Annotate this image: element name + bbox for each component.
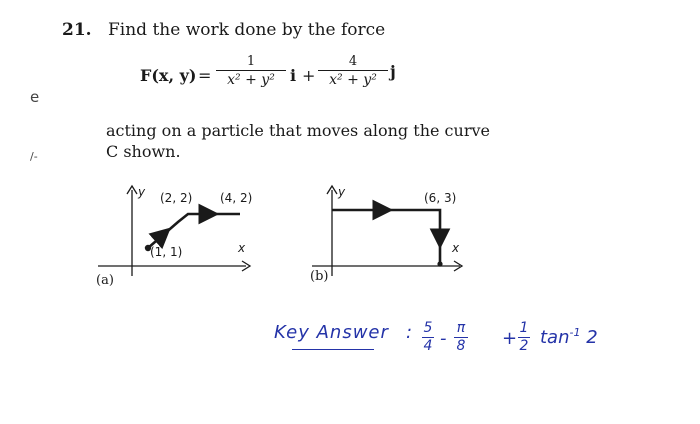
answer-fraction-3 bbox=[518, 322, 530, 353]
fig-b-curve bbox=[332, 210, 440, 266]
answer-f2-num: π bbox=[456, 320, 466, 336]
term2-fraction-bar bbox=[318, 70, 388, 71]
problem-body bbox=[106, 120, 490, 162]
term1-fraction bbox=[216, 54, 286, 88]
formula-plus: + bbox=[302, 66, 316, 85]
fig-a-label-mid: (2, 2) bbox=[160, 191, 193, 205]
fig-a-label-start: (1, 1) bbox=[150, 245, 183, 259]
answer-fraction-1 bbox=[422, 322, 434, 353]
fig-a-y-label: y bbox=[138, 185, 146, 199]
answer-tan-sup: -1 bbox=[569, 326, 581, 339]
term2-fraction bbox=[318, 54, 388, 88]
margin-mark-1: e bbox=[30, 88, 40, 106]
answer-fraction-2 bbox=[454, 322, 468, 353]
figures bbox=[88, 180, 488, 300]
answer-plus: + bbox=[502, 328, 518, 349]
problem-stem: Find the work done by the force bbox=[108, 20, 386, 40]
unit-vector-j: j bbox=[390, 62, 396, 81]
answer-minus: - bbox=[440, 328, 447, 349]
answer-tan bbox=[540, 326, 598, 348]
fig-a-label-end: (4, 2) bbox=[220, 191, 253, 205]
answer-tan-arg: 2 bbox=[586, 327, 598, 348]
fig-a-curve bbox=[148, 214, 240, 248]
term2-numerator: 4 bbox=[348, 54, 358, 69]
fig-a-label: (a) bbox=[96, 273, 114, 288]
answer-f3-num: 1 bbox=[519, 320, 529, 336]
force-formula bbox=[140, 52, 440, 102]
term2-denominator: x² + y² bbox=[329, 72, 377, 88]
answer-f3-den: 2 bbox=[519, 338, 529, 354]
key-answer-underline bbox=[292, 349, 374, 350]
key-answer-label: Key Answer bbox=[274, 322, 389, 343]
answer-f1-den: 4 bbox=[423, 338, 433, 354]
formula-equals: = bbox=[198, 66, 212, 85]
body-line-1: acting on a particle that moves along the curve bbox=[106, 121, 490, 140]
body-line-2: C shown. bbox=[106, 142, 181, 161]
term1-fraction-bar bbox=[216, 70, 286, 71]
fig-a-arrow-1 bbox=[158, 231, 167, 239]
answer-tan-fn: tan bbox=[540, 327, 570, 348]
fig-b-y-label: y bbox=[338, 185, 346, 199]
figure-a bbox=[96, 185, 252, 288]
fig-b-x-label: x bbox=[452, 241, 460, 255]
answer-colon: : bbox=[406, 322, 413, 343]
figure-b bbox=[310, 185, 462, 284]
term1-denominator: x² + y² bbox=[227, 72, 275, 88]
problem-number: 21. bbox=[62, 20, 92, 40]
answer-f2-den: 8 bbox=[456, 338, 466, 354]
fig-b-end-point bbox=[437, 261, 442, 266]
formula-lhs: F(x, y) bbox=[140, 66, 197, 85]
fig-a-x-label: x bbox=[238, 241, 246, 255]
term1-numerator: 1 bbox=[246, 54, 256, 69]
unit-vector-i: i bbox=[290, 66, 297, 85]
answer-f1-num: 5 bbox=[423, 320, 433, 336]
fig-b-label: (b) bbox=[310, 269, 329, 284]
fig-b-label-corner: (6, 3) bbox=[424, 191, 457, 205]
margin-mark-2: /- bbox=[30, 150, 38, 163]
